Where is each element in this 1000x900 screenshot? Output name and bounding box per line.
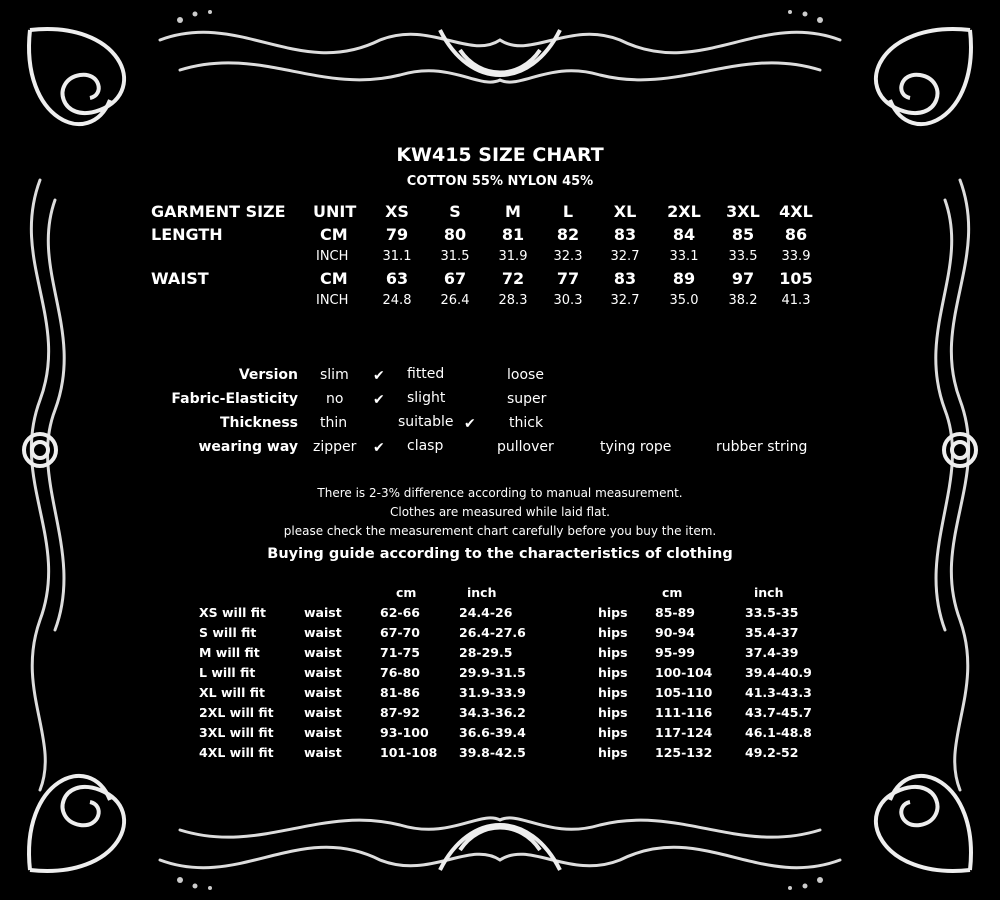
check-icon: ✔	[373, 440, 385, 456]
length-cm-value: 86	[784, 225, 808, 244]
waist-inch-value: 38.2	[728, 293, 758, 308]
fit-size-label: L will fit	[199, 665, 256, 680]
hips-cm-range: 111-116	[655, 705, 713, 720]
hips-label: hips	[598, 685, 628, 700]
hips-cm-range: 95-99	[655, 645, 695, 660]
size-header: S	[449, 202, 461, 221]
attr-option: zipper	[313, 439, 357, 455]
hips-inch-range: 37.4-39	[745, 645, 799, 660]
chart-title: KW415 SIZE CHART	[396, 144, 604, 166]
waist-inch-value: 32.7	[610, 293, 640, 308]
col-header-inch: inch	[754, 585, 784, 600]
hips-inch-range: 41.3-43.3	[745, 685, 812, 700]
hips-cm-range: 117-124	[655, 725, 713, 740]
unit-cm: CM	[320, 269, 348, 288]
hips-cm-range: 90-94	[655, 625, 695, 640]
waist-cm-range: 62-66	[380, 605, 420, 620]
waist-label: waist	[304, 645, 342, 660]
note-line: Clothes are measured while laid flat.	[390, 505, 610, 519]
size-header: M	[505, 202, 521, 221]
waist-label: waist	[304, 685, 342, 700]
attr-option: slim	[320, 367, 349, 383]
waist-inch-value: 24.8	[382, 293, 412, 308]
attr-option: loose	[507, 367, 544, 383]
length-inch-value: 31.9	[498, 249, 528, 264]
hips-label: hips	[598, 625, 628, 640]
waist-inch-range: 29.9-31.5	[459, 665, 526, 680]
waist-inch-value: 28.3	[498, 293, 528, 308]
length-cm-value: 80	[443, 225, 467, 244]
waist-label: waist	[304, 705, 342, 720]
attr-option: slight	[407, 390, 446, 406]
length-cm-value: 81	[501, 225, 525, 244]
col-header-inch: inch	[467, 585, 497, 600]
attr-option: clasp	[407, 438, 444, 454]
attr-option: thin	[320, 415, 348, 431]
hips-label: hips	[598, 605, 628, 620]
attr-option: rubber string	[716, 439, 808, 455]
waist-label: waist	[304, 745, 342, 760]
waist-inch-range: 39.8-42.5	[459, 745, 526, 760]
waist-label: waist	[304, 725, 342, 740]
waist-cm-value: 105	[779, 269, 813, 288]
check-icon: ✔	[373, 368, 385, 384]
length-inch-value: 32.7	[610, 249, 640, 264]
buying-guide-title: Buying guide according to the characteristics of clothing	[267, 546, 733, 562]
fit-size-label: XL will fit	[199, 685, 265, 700]
length-cm-value: 85	[731, 225, 755, 244]
length-cm-value: 82	[556, 225, 580, 244]
waist-cm-value: 83	[613, 269, 637, 288]
length-cm-value: 79	[385, 225, 409, 244]
waist-cm-range: 93-100	[380, 725, 429, 740]
waist-inch-range: 26.4-27.6	[459, 625, 526, 640]
waist-inch-range: 36.6-39.4	[459, 725, 526, 740]
hips-inch-range: 43.7-45.7	[745, 705, 812, 720]
length-cm-value: 84	[672, 225, 696, 244]
attr-label-thickness: Thickness	[219, 415, 298, 431]
row-label-length: LENGTH	[151, 225, 223, 244]
size-header: 3XL	[726, 202, 760, 221]
hips-inch-range: 33.5-35	[745, 605, 799, 620]
waist-cm-value: 67	[443, 269, 467, 288]
attr-option: suitable	[398, 414, 454, 430]
waist-inch-value: 41.3	[781, 293, 811, 308]
size-header: XS	[385, 202, 409, 221]
length-inch-value: 33.1	[669, 249, 699, 264]
waist-cm-range: 87-92	[380, 705, 420, 720]
waist-label: waist	[304, 625, 342, 640]
waist-cm-value: 63	[385, 269, 409, 288]
check-icon: ✔	[464, 416, 476, 432]
waist-inch-range: 28-29.5	[459, 645, 513, 660]
hips-cm-range: 125-132	[655, 745, 713, 760]
note-line: There is 2-3% difference according to manual measurement.	[317, 486, 683, 500]
length-inch-value: 32.3	[553, 249, 583, 264]
length-inch-value: 33.9	[781, 249, 811, 264]
waist-cm-range: 76-80	[380, 665, 420, 680]
waist-cm-range: 67-70	[380, 625, 420, 640]
hips-label: hips	[598, 725, 628, 740]
waist-cm-value: 97	[731, 269, 755, 288]
size-header: L	[562, 202, 574, 221]
waist-label: waist	[304, 605, 342, 620]
hips-cm-range: 105-110	[655, 685, 713, 700]
hips-inch-range: 49.2-52	[745, 745, 799, 760]
waist-inch-range: 34.3-36.2	[459, 705, 526, 720]
fabric-composition: COTTON 55% NYLON 45%	[406, 174, 594, 189]
length-inch-value: 31.5	[440, 249, 470, 264]
attr-label-wearing-way: wearing way	[198, 439, 298, 455]
length-inch-value: 33.5	[728, 249, 758, 264]
garment-size-header: GARMENT SIZE	[151, 202, 286, 221]
attr-option: super	[507, 391, 547, 407]
waist-inch-value: 35.0	[669, 293, 699, 308]
waist-cm-range: 71-75	[380, 645, 420, 660]
waist-cm-range: 101-108	[380, 745, 438, 760]
fit-size-label: 3XL will fit	[199, 725, 274, 740]
fit-size-label: XS will fit	[199, 605, 266, 620]
attr-option: no	[326, 391, 344, 407]
hips-label: hips	[598, 745, 628, 760]
attr-option: tying rope	[600, 439, 672, 455]
waist-inch-range: 24.4-26	[459, 605, 513, 620]
col-header-cm: cm	[396, 585, 417, 600]
hips-inch-range: 35.4-37	[745, 625, 799, 640]
waist-cm-value: 72	[501, 269, 525, 288]
fit-size-label: M will fit	[199, 645, 260, 660]
hips-inch-range: 39.4-40.9	[745, 665, 812, 680]
attr-label-version: Version	[238, 367, 298, 383]
size-header: 2XL	[667, 202, 701, 221]
attr-option: pullover	[497, 439, 554, 455]
fit-size-label: 2XL will fit	[199, 705, 274, 720]
attr-option: thick	[509, 415, 544, 431]
waist-cm-value: 89	[672, 269, 696, 288]
unit-cm: CM	[320, 225, 348, 244]
size-header: 4XL	[779, 202, 813, 221]
size-header: XL	[613, 202, 637, 221]
attr-option: fitted	[407, 366, 445, 382]
waist-label: waist	[304, 665, 342, 680]
length-inch-value: 31.1	[382, 249, 412, 264]
hips-inch-range: 46.1-48.8	[745, 725, 812, 740]
check-icon: ✔	[373, 392, 385, 408]
note-line: please check the measurement chart carefully before you buy the item.	[283, 524, 717, 538]
unit-inch: INCH	[316, 293, 349, 308]
fit-size-label: S will fit	[199, 625, 257, 640]
waist-inch-value: 30.3	[553, 293, 583, 308]
unit-inch: INCH	[316, 249, 349, 264]
row-label-waist: WAIST	[151, 269, 209, 288]
unit-header: UNIT	[313, 202, 357, 221]
hips-cm-range: 85-89	[655, 605, 695, 620]
waist-inch-value: 26.4	[440, 293, 470, 308]
hips-label: hips	[598, 705, 628, 720]
hips-cm-range: 100-104	[655, 665, 713, 680]
hips-label: hips	[598, 645, 628, 660]
waist-inch-range: 31.9-33.9	[459, 685, 526, 700]
col-header-cm: cm	[662, 585, 683, 600]
hips-label: hips	[598, 665, 628, 680]
length-cm-value: 83	[613, 225, 637, 244]
waist-cm-value: 77	[556, 269, 580, 288]
fit-size-label: 4XL will fit	[199, 745, 274, 760]
waist-cm-range: 81-86	[380, 685, 420, 700]
attr-label-elasticity: Fabric-Elasticity	[171, 391, 298, 407]
